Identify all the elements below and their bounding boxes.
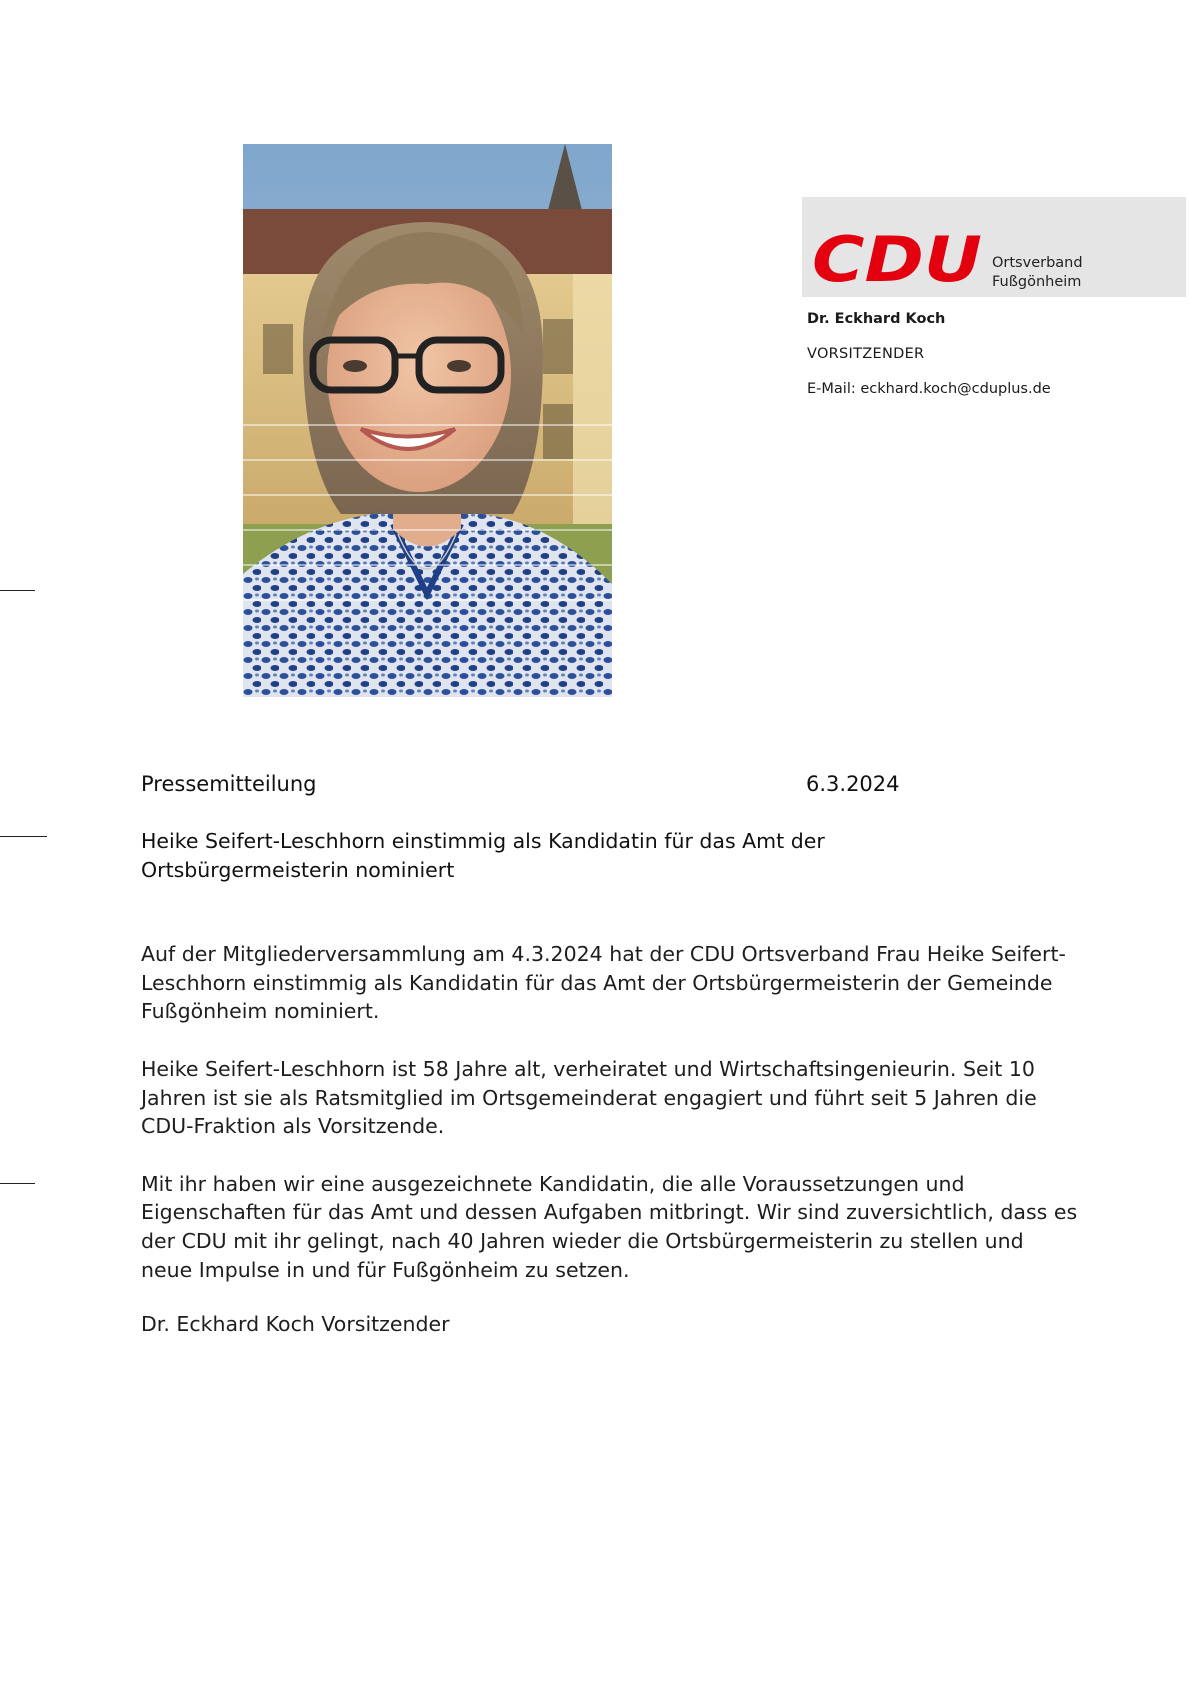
body-text xyxy=(141,940,1081,1313)
paragraph-2: Heike Seifert-Leschhorn ist 58 Jahre alt, verheiratet und Wirtschaftsingenieurin. Seit 10 Jahren ist sie als Ratsmitglied im Ortsgemeinderat engagiert und führt seit 5 Jahren die CDU-Fraktion als Vorsitzende. xyxy=(141,1056,1037,1139)
org-line-1: Ortsverband xyxy=(992,255,1083,271)
paragraph-1: Auf der Mitgliederversammlung am 4.3.2024 hat der CDU Ortsverband Frau Heike Seifert-Leschhorn einstimmig als Kandidatin für das Amt der Ortsbürgermeisterin der Gemeinde Fußgönheim nominiert. xyxy=(141,942,1066,1024)
contact-block xyxy=(807,311,1051,399)
letterhead-panel xyxy=(802,197,1186,297)
headline-line-1: Heike Seifert-Leschhorn einstimmig als Kandidatin für das Amt der xyxy=(141,829,825,853)
paragraph-3: Mit ihr haben wir eine ausgezeichnete Kandidatin, die alle Voraussetzungen und Eigenschaften für das Amt und dessen Aufgaben mitbringt. Wir sind zuversichtlich, dass es der CDU mit ihr gelingt, nach 40 Jahren wieder die Ortsbürgermeisterin zu stellen und neue Impulse in und für Fußgönheim zu setzen. xyxy=(141,1171,1078,1282)
signature: Dr. Eckhard Koch Vorsitzender xyxy=(141,1312,450,1336)
contact-role: VORSITZENDER xyxy=(807,346,925,362)
contact-email[interactable]: E-Mail: eckhard.koch@cduplus.de xyxy=(807,381,1051,397)
headline-line-2: Ortsbürgermeisterin nominiert xyxy=(141,858,455,882)
document-type: Pressemitteilung xyxy=(141,772,317,796)
headline xyxy=(141,827,901,885)
fold-mark-top xyxy=(0,590,35,591)
contact-name: Dr. Eckhard Koch xyxy=(807,311,946,327)
svg-text:CDU: CDU xyxy=(812,231,982,285)
fold-mark-bottom xyxy=(0,1183,35,1184)
org-line-2: Fußgönheim xyxy=(992,274,1082,290)
punch-mark xyxy=(0,836,47,837)
org-name xyxy=(992,254,1083,292)
document-date: 6.3.2024 xyxy=(806,772,900,796)
candidate-portrait xyxy=(243,144,612,697)
cdu-logo xyxy=(812,231,984,285)
